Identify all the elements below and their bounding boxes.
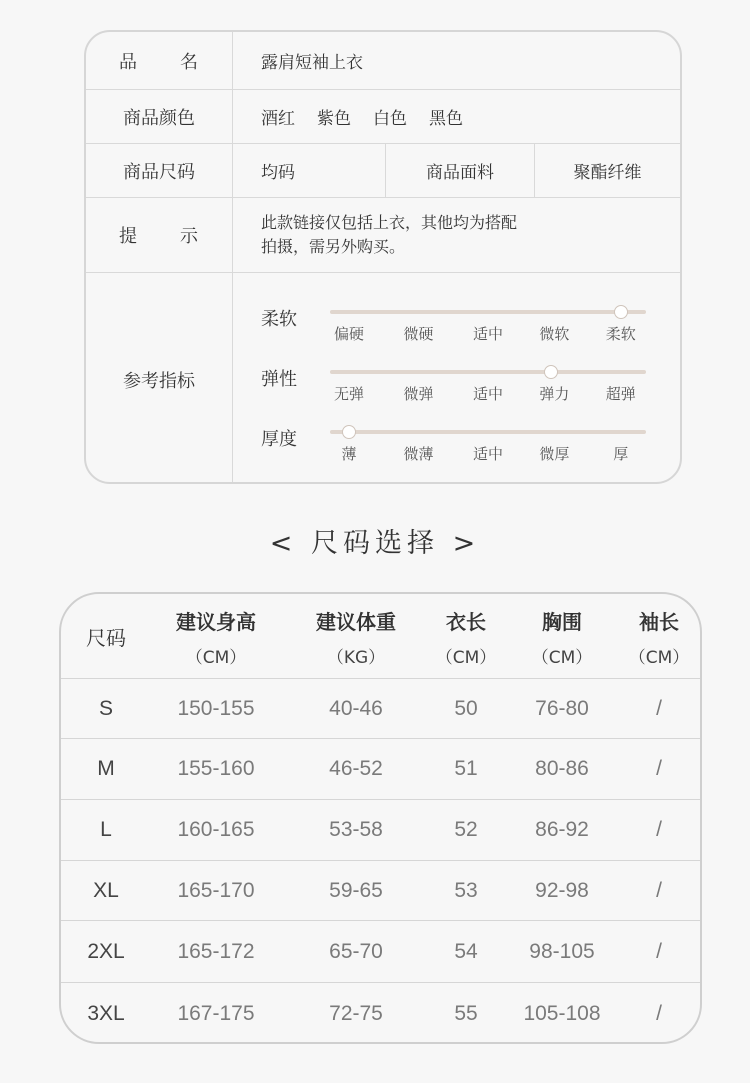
tip-content [234,198,680,272]
header-label: 衣长 [446,609,486,634]
label-char: 示 [180,226,198,247]
scale-label: 无弹 [333,385,364,403]
table-row [61,739,700,800]
info-row-name [86,32,680,90]
table-row [61,983,700,1044]
row-label-color: 商品颜色 [86,90,233,143]
scale-label: 微薄 [403,445,434,463]
color-option: 酒红 [261,109,295,129]
scale-label: 柔软 [605,325,636,343]
cell-size: L [100,818,112,841]
cell-sleeve: / [656,1001,662,1025]
header-sleeve [619,594,699,679]
cell-height: 167-175 [177,1001,255,1025]
info-row-size-fabric [86,144,680,198]
cell-height: 165-170 [177,878,255,902]
scale-label: 适中 [472,385,503,403]
reference-indicator [544,365,558,379]
cell-weight: 46-52 [329,757,383,780]
scale-label: 薄 [341,445,357,463]
cell-weight: 65-70 [329,939,383,963]
reference-name: 柔软 [261,309,297,330]
cell-sleeve: / [656,939,662,963]
size-table [59,592,702,1044]
row-value-name: 露肩短袖上衣 [261,53,363,73]
cell-length: 55 [454,1001,478,1025]
reference-elasticity [261,365,661,415]
row-label-reference: 参考指标 [86,273,233,484]
cell-chest: 86-92 [535,818,589,841]
fabric-label: 商品面料 [385,144,534,197]
reference-scale [330,323,646,343]
header-label: 建议体重 [316,609,396,634]
scale-label: 微弹 [403,385,434,403]
reference-softness [261,305,661,355]
cell-chest: 105-108 [523,1001,601,1025]
scale-label: 微硬 [403,325,434,343]
header-weight [291,594,421,679]
label-char: 品 [119,51,137,73]
cell-length: 51 [454,757,478,780]
cell-weight: 53-58 [329,818,383,841]
section-title: < 尺码选择 > [269,528,481,559]
table-row [61,679,700,739]
color-option: 紫色 [317,109,351,129]
table-header [61,594,700,679]
scale-label: 微软 [539,325,570,343]
cell-weight: 40-46 [329,696,383,720]
cell-chest: 80-86 [535,757,589,780]
cell-weight: 72-75 [329,1001,383,1025]
scale-label: 偏硬 [333,325,364,343]
cell-length: 53 [454,878,478,902]
tip-line: 此款链接仅包括上衣，其他均为搭配 [261,213,518,232]
info-row-color [86,90,680,144]
header-height [151,594,281,679]
header-label: 建议身高 [176,609,256,634]
header-unit: （CM） [628,647,690,668]
color-option: 白色 [373,109,407,129]
row-label-size: 商品尺码 [86,144,233,197]
reference-track [330,370,646,374]
scale-label: 适中 [472,445,503,463]
reference-track [330,310,646,314]
header-chest [516,594,608,679]
cell-size: S [98,696,113,720]
scale-label: 弹力 [539,385,570,403]
product-info-card [84,30,682,484]
label-char: 提 [119,226,137,247]
cell-height: 165-172 [177,939,255,963]
reference-name: 弹性 [261,369,297,390]
scale-label: 微厚 [539,445,570,463]
header-label: 袖长 [639,609,679,634]
cell-length: 54 [454,939,478,963]
header-unit: （CM） [185,647,247,668]
cell-height: 150-155 [177,696,255,720]
header-unit: （KG） [326,647,386,668]
cell-sleeve: / [656,818,662,841]
scale-label: 超弹 [605,385,636,403]
scale-label: 适中 [472,325,503,343]
header-length [426,594,506,679]
cell-size: 2XL [87,939,125,963]
cell-height: 160-165 [177,818,255,841]
cell-size: M [97,757,115,780]
cell-sleeve: / [656,878,662,902]
reference-scale [330,383,646,403]
reference-track [330,430,646,434]
row-label-tip [86,198,233,272]
header-unit: （CM） [435,647,497,668]
color-option: 黑色 [429,109,463,129]
cell-height: 155-160 [177,757,255,780]
cell-weight: 59-65 [329,878,383,902]
fabric-value: 聚酯纤维 [534,144,680,197]
color-list [234,90,680,143]
cell-size: 3XL [87,1001,125,1025]
cell-length: 50 [454,696,478,720]
table-row [61,861,700,921]
label-char: 名 [180,51,198,73]
table-row [61,921,700,983]
header-label: 胸围 [542,609,582,634]
cell-chest: 98-105 [529,939,595,963]
cell-length: 52 [454,818,478,841]
scale-label: 厚 [613,445,629,463]
reference-name: 厚度 [261,429,297,450]
cell-chest: 92-98 [535,878,589,902]
size-value: 均码 [261,163,295,183]
cell-sleeve: / [656,757,662,780]
cell-sleeve: / [656,696,662,720]
table-row [61,800,700,861]
info-row-tip [86,198,680,273]
row-label-name [86,32,233,89]
reference-indicator [614,305,628,319]
cell-chest: 76-80 [535,696,589,720]
header-size [61,594,151,679]
cell-size: XL [93,878,119,902]
reference-indicator [342,425,356,439]
info-row-reference [86,273,680,484]
header-label: 尺码 [86,626,126,650]
reference-thickness [261,425,661,475]
reference-scale [330,443,646,463]
header-unit: （CM） [531,647,593,668]
tip-line: 拍摄，需另外购买。 [261,237,406,256]
